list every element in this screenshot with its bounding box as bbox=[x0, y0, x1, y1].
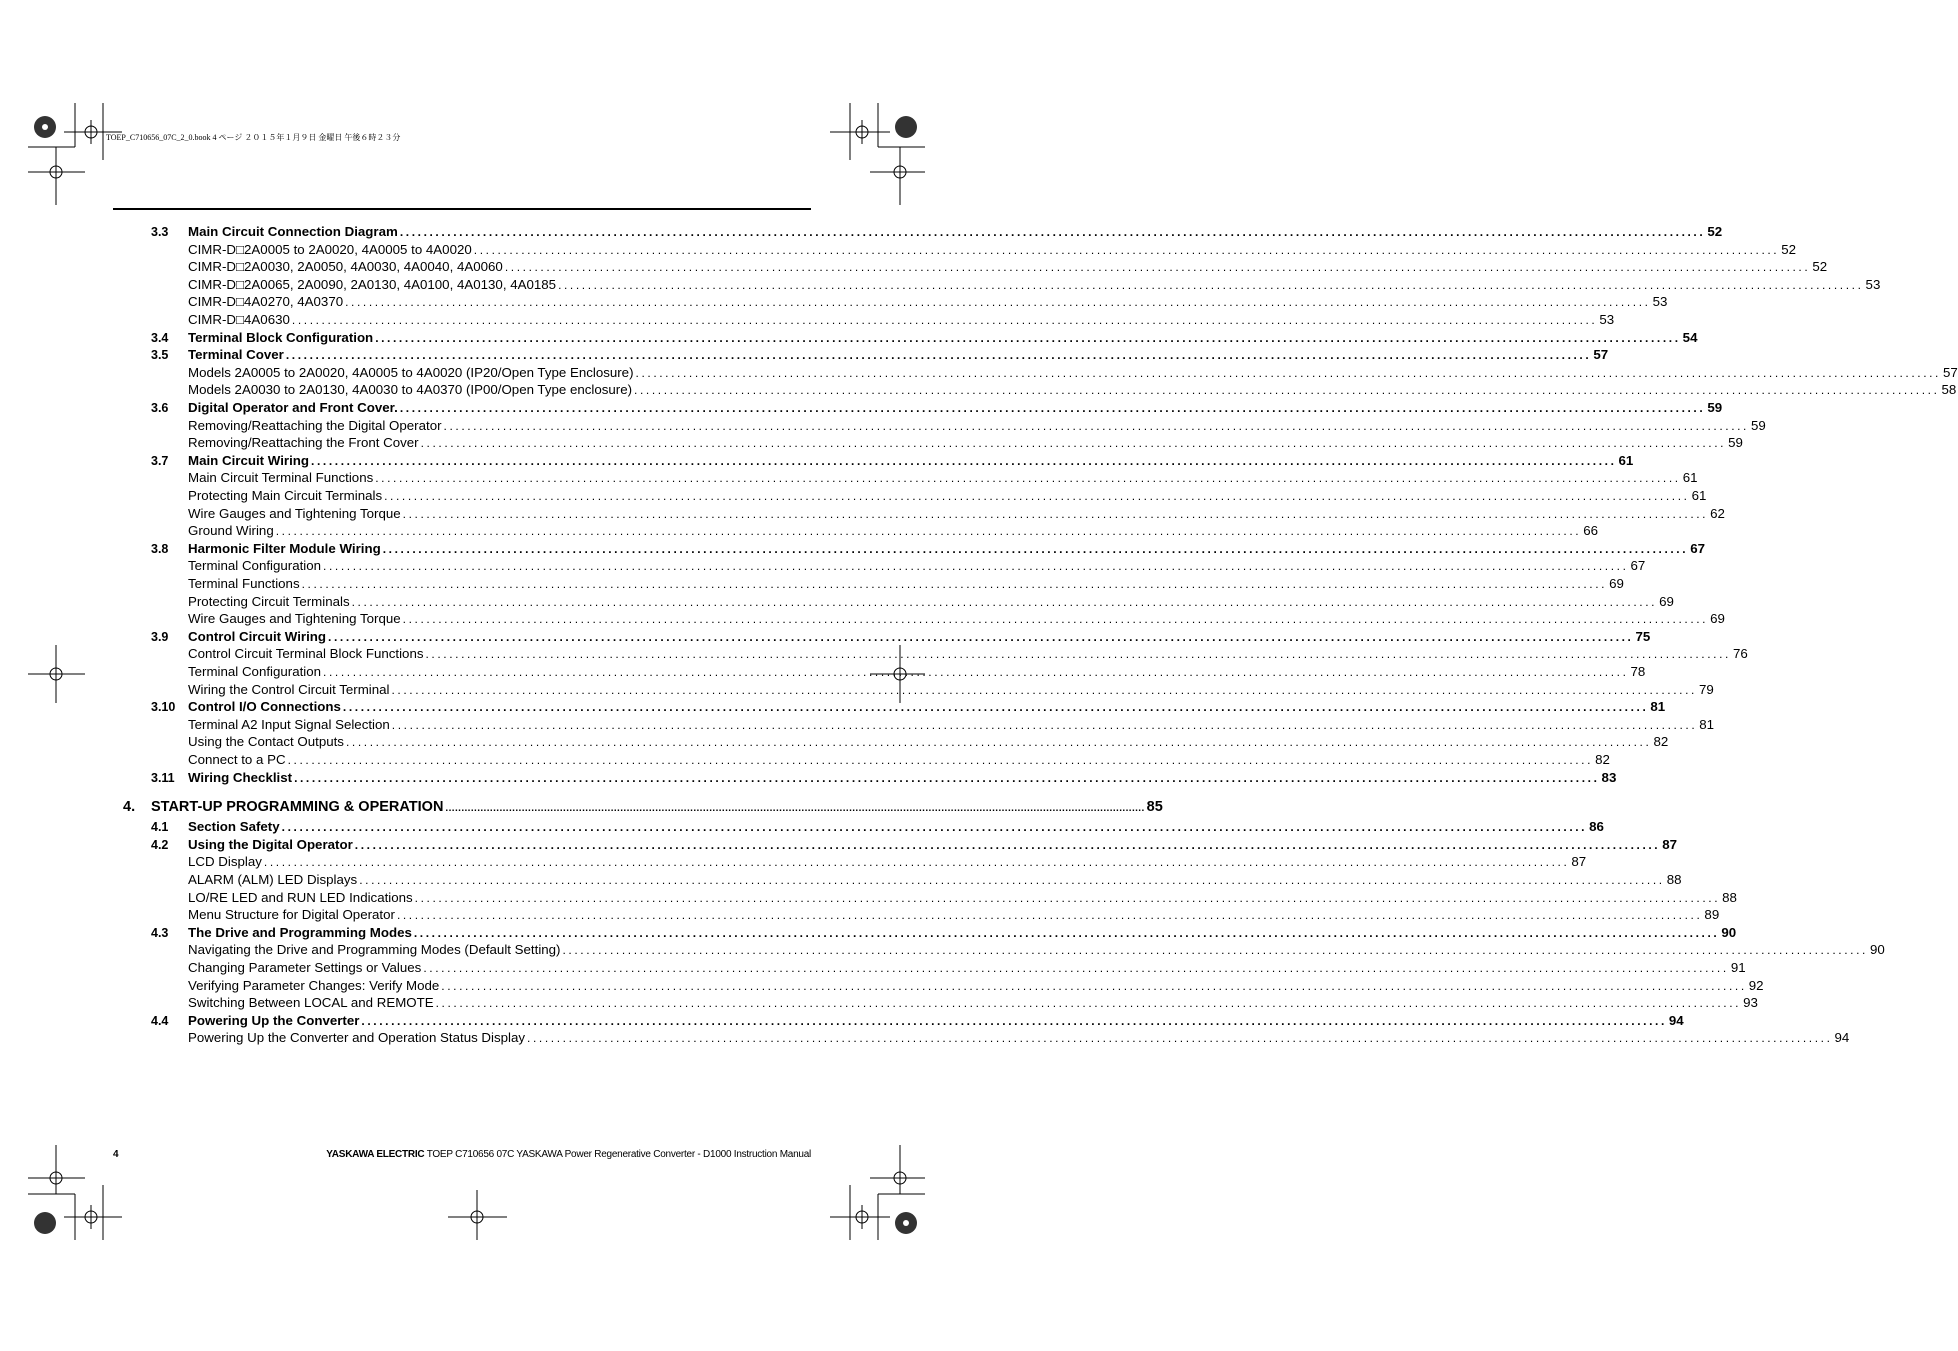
toc-label: Navigating the Drive and Programming Modes (Default Setting) bbox=[188, 942, 561, 958]
toc-entry bbox=[188, 469, 1698, 487]
toc-leader-dots: ............................................................................................................................................................................................................................ bbox=[275, 524, 1582, 539]
toc-page-number: 57 bbox=[1593, 347, 1609, 363]
toc-label: CIMR-D□4A0630 bbox=[188, 312, 290, 327]
toc-leader-dots: ............................................................................................................................................................................................................................ bbox=[301, 577, 1608, 591]
toc-page-number: 83 bbox=[1601, 769, 1617, 785]
toc-label: Terminal Cover bbox=[188, 347, 284, 363]
toc-entry bbox=[188, 751, 1610, 769]
toc-entry bbox=[188, 836, 1678, 854]
toc-label: The Drive and Programming Modes bbox=[188, 924, 412, 940]
toc-label: Connect to a PC bbox=[188, 752, 286, 767]
toc-entry bbox=[188, 645, 1748, 663]
toc-entry bbox=[188, 540, 1705, 558]
toc-entry bbox=[188, 610, 1725, 628]
toc-page-number: 59 bbox=[1707, 400, 1723, 415]
toc-leader-dots: ............................................................................................................................................................................................................................ bbox=[345, 735, 1652, 750]
toc-entry bbox=[188, 716, 1715, 734]
toc-label: Changing Parameter Settings or Values bbox=[188, 960, 422, 975]
toc-leader-dots: ............................................................................................................................................................................................................................ bbox=[435, 996, 1742, 1011]
toc-leader-dots: ............................................................................................................................................................................................................................ bbox=[413, 925, 1720, 940]
toc-page-number: 90 bbox=[1869, 942, 1885, 958]
toc-page-number: 62 bbox=[1710, 505, 1725, 521]
toc-label: Digital Operator and Front Cover. bbox=[188, 400, 398, 415]
toc-page-number: 52 bbox=[1812, 259, 1828, 275]
footer-document-title bbox=[326, 1149, 811, 1160]
toc-number: 4.3 bbox=[151, 925, 169, 940]
toc-number: 3.11 bbox=[151, 770, 175, 785]
toc-entry bbox=[188, 994, 1758, 1012]
toc-leader-dots: ............................................................................................................................................................................................................................ bbox=[328, 629, 1634, 644]
toc-label: Menu Structure for Digital Operator bbox=[188, 907, 395, 923]
toc-entry bbox=[188, 452, 1634, 470]
toc-page-number: 91 bbox=[1730, 960, 1746, 975]
toc-label: Protecting Main Circuit Terminals bbox=[188, 488, 383, 503]
toc-subsection bbox=[0, 311, 1615, 329]
toc-entry bbox=[188, 505, 1725, 523]
toc-page-number: 61 bbox=[1682, 470, 1698, 486]
footer-brand: YASKAWA ELECTRIC bbox=[326, 1149, 425, 1160]
toc-label: Powering Up the Converter and Operation Status Display bbox=[188, 1030, 526, 1046]
toc-label: Removing/Reattaching the Digital Operator bbox=[188, 417, 442, 433]
header-rule bbox=[113, 208, 811, 210]
toc-number: 3.8 bbox=[151, 541, 169, 556]
toc-label: Protecting Circuit Terminals bbox=[188, 593, 350, 609]
toc-page-number: 93 bbox=[1743, 995, 1758, 1011]
toc-leader-dots: ............................................................................................................................................................................................................................ bbox=[399, 401, 1706, 415]
toc-leader-dots: ............................................................................................................................................................................................................................ bbox=[359, 873, 1665, 887]
toc-leader-dots: ............................................................................................................................................................................................................................ bbox=[384, 489, 1690, 503]
toc-label: Wire Gauges and Tightening Torque bbox=[188, 611, 401, 627]
toc-page-number: 92 bbox=[1748, 977, 1764, 993]
toc-leader-dots: ............................................................................................................................................................................................................................ bbox=[402, 612, 1709, 627]
toc-subsection bbox=[0, 716, 1715, 734]
toc-entry bbox=[188, 698, 1666, 716]
toc-subsection bbox=[0, 906, 1720, 924]
toc-leader-dots: ............................................................................................................................................................................................................................ bbox=[375, 330, 1681, 345]
toc-label: Wiring the Control Circuit Terminal bbox=[188, 681, 390, 697]
toc-subsection bbox=[0, 434, 1743, 452]
toc-label: Terminal Configuration bbox=[188, 558, 322, 574]
toc-entry bbox=[188, 241, 1797, 259]
toc-section bbox=[0, 924, 1737, 942]
toc-label: Removing/Reattaching the Front Cover bbox=[188, 435, 419, 451]
toc-leader-dots: ............................................................................................................................................................................................................................ bbox=[402, 506, 1709, 521]
toc-section bbox=[0, 452, 1634, 470]
toc-number: 3.5 bbox=[151, 348, 169, 363]
toc-entry bbox=[188, 853, 1587, 871]
toc-leader-dots: ............................................................................................................................................................................................................................ bbox=[562, 943, 1868, 958]
toc-leader-dots: ............................................................................................................................................................................................................................ bbox=[391, 682, 1697, 697]
toc-number: 4.4 bbox=[151, 1013, 169, 1028]
toc-leader-dots: ............................................................................................................................................................................................................................ bbox=[399, 225, 1706, 239]
toc-page-number: 69 bbox=[1659, 593, 1674, 609]
toc-number: 3.9 bbox=[151, 629, 169, 644]
toc-subsection bbox=[0, 853, 1587, 871]
toc-subsection bbox=[0, 593, 1674, 611]
toc-leader-dots: ............................................................................................................................................................................................................................ bbox=[420, 436, 1727, 451]
toc-label: Wire Gauges and Tightening Torque bbox=[188, 505, 401, 521]
toc-number: 4.2 bbox=[151, 837, 169, 852]
toc-label: Control Circuit Wiring bbox=[188, 628, 327, 644]
toc-entry bbox=[188, 575, 1624, 593]
toc-subsection bbox=[0, 381, 1957, 399]
toc-leader-dots: ............................................................................................................................................................................................................................ bbox=[391, 717, 1698, 732]
toc-page-number: 69 bbox=[1710, 611, 1725, 627]
toc-label: START-UP PROGRAMMING & OPERATION bbox=[151, 799, 444, 816]
toc-label: Wiring Checklist bbox=[188, 769, 293, 785]
toc-section bbox=[0, 1012, 1684, 1030]
toc-page-number: 66 bbox=[1583, 523, 1599, 539]
toc-page-number: 87 bbox=[1571, 854, 1587, 870]
toc-page-number: 89 bbox=[1704, 907, 1720, 923]
toc-page-number: 52 bbox=[1707, 224, 1723, 239]
toc-page-number: 52 bbox=[1781, 241, 1797, 257]
toc-label: Main Circuit Wiring bbox=[188, 452, 310, 468]
toc-label: Using the Digital Operator bbox=[188, 836, 353, 852]
toc-entry bbox=[188, 346, 1609, 364]
toc-leader-dots: ............................................................................................................................................................................................................................ bbox=[263, 855, 1570, 870]
toc-page-number: 67 bbox=[1630, 558, 1646, 574]
toc-page-number: 94 bbox=[1834, 1030, 1850, 1046]
toc-entry bbox=[188, 311, 1615, 329]
toc-page-number: 82 bbox=[1595, 752, 1610, 767]
toc-entry bbox=[188, 1012, 1684, 1030]
toc-label: CIMR-D□2A0005 to 2A0020, 4A0005 to 4A0020 bbox=[188, 241, 472, 257]
toc-leader-dots: ............................................................................................................................................................................................................................ bbox=[423, 961, 1729, 975]
toc-leader-dots: ............................................................................................................................................................................................................................ bbox=[441, 978, 1747, 993]
toc-section bbox=[0, 223, 1723, 241]
toc-subsection bbox=[0, 751, 1610, 769]
toc-entry bbox=[188, 417, 1766, 435]
toc-number: 3.4 bbox=[151, 330, 169, 345]
toc-section bbox=[0, 836, 1678, 854]
toc-page-number: 59 bbox=[1751, 417, 1766, 433]
toc-leader-dots: ............................................................................................................................................................................................................................ bbox=[354, 837, 1661, 852]
toc-leader-dots: ............................................................................................................................................................................................................................ bbox=[414, 890, 1721, 905]
toc-label: Using the Contact Outputs bbox=[188, 734, 344, 750]
toc-leader-dots: ............................................................................................................................................................................................................................ bbox=[287, 753, 1594, 767]
toc-entry bbox=[188, 769, 1617, 787]
toc-leader-dots: ............................................................................................................................................................................................................................ bbox=[361, 1013, 1667, 1028]
toc-page-number: 53 bbox=[1652, 294, 1668, 310]
toc-page-number: 53 bbox=[1599, 312, 1615, 327]
toc-page-number: 79 bbox=[1698, 681, 1714, 697]
toc-page-number: 61 bbox=[1618, 452, 1634, 468]
toc-number: 3.3 bbox=[151, 225, 169, 239]
toc-subsection bbox=[0, 557, 1646, 575]
toc-subsection bbox=[0, 258, 1828, 276]
toc-label: LO/RE LED and RUN LED Indications bbox=[188, 889, 413, 905]
toc-leader-dots: ............................................................................................................................................................................................................................ bbox=[294, 770, 1600, 785]
toc-section bbox=[0, 540, 1705, 558]
toc-label: Switching Between LOCAL and REMOTE bbox=[188, 995, 434, 1011]
toc-entry bbox=[188, 681, 1714, 699]
toc-entry bbox=[188, 1029, 1850, 1047]
toc-entry bbox=[188, 628, 1651, 646]
toc-page-number: 87 bbox=[1662, 836, 1678, 852]
toc-entry bbox=[151, 798, 1163, 818]
toc-section bbox=[0, 329, 1698, 347]
toc-page-number: 82 bbox=[1653, 734, 1669, 750]
toc-label: Verifying Parameter Changes: Verify Mode bbox=[188, 977, 440, 993]
toc-label: Control I/O Connections bbox=[188, 699, 341, 715]
toc-entry bbox=[188, 329, 1698, 347]
toc-subsection bbox=[0, 889, 1737, 907]
toc-entry bbox=[188, 733, 1669, 751]
toc-leader-dots: ............................................................................................................................................................................................................................ bbox=[443, 418, 1749, 433]
toc-entry bbox=[188, 924, 1737, 942]
toc-page-number: 59 bbox=[1728, 435, 1743, 451]
toc-page-number: 76 bbox=[1732, 646, 1748, 662]
toc-entry bbox=[188, 364, 1958, 382]
toc-leader-dots: ............................................................................................................................................................................................................................ bbox=[425, 647, 1731, 662]
toc-page-number: 57 bbox=[1943, 364, 1958, 380]
toc-label: CIMR-D□2A0030, 2A0050, 4A0030, 4A0040, 4A0060 bbox=[188, 259, 503, 275]
toc-entry bbox=[188, 663, 1646, 681]
toc-entry bbox=[188, 223, 1723, 241]
toc-page-number: 54 bbox=[1682, 329, 1698, 345]
toc-leader-dots: ............................................................................................................................................................................................................................ bbox=[323, 665, 1629, 679]
toc-entry bbox=[188, 258, 1828, 276]
toc-subsection bbox=[0, 276, 1881, 294]
print-header: TOEP_C710656_07C_2_0.book 4 ページ ２０１５年１月９日 金曜日 午後６時２３分 bbox=[106, 133, 401, 142]
toc-label: ALARM (ALM) LED Displays bbox=[188, 872, 358, 887]
toc-label: Models 2A0005 to 2A0020, 4A0005 to 4A0020 (IP20/Open Type Enclosure) bbox=[188, 364, 634, 380]
toc-label: Main Circuit Connection Diagram bbox=[188, 224, 398, 239]
toc-number: 4. bbox=[123, 799, 136, 816]
toc-subsection bbox=[0, 994, 1758, 1012]
toc-leader-dots: ............................................................................................................................................................................................................................ bbox=[382, 541, 1689, 556]
toc-leader-dots: ............................................................................................................................................................................................................................ bbox=[375, 471, 1681, 486]
toc-entry bbox=[188, 977, 1764, 995]
toc-label: Control Circuit Terminal Block Functions bbox=[188, 646, 424, 662]
toc-entry bbox=[188, 557, 1646, 575]
toc-page-number: 69 bbox=[1609, 576, 1624, 591]
toc-label: Terminal Configuration bbox=[188, 664, 322, 679]
toc-subsection bbox=[0, 871, 1682, 889]
toc-section bbox=[0, 346, 1609, 364]
toc-label: Models 2A0030 to 2A0130, 4A0030 to 4A0370 (IP00/Open Type enclosure) bbox=[188, 382, 633, 398]
toc-section bbox=[0, 399, 1723, 417]
toc-chapter bbox=[0, 798, 1163, 816]
toc-entry bbox=[188, 522, 1599, 540]
toc-leader-dots: ............................................................................................................................................................................................................................ bbox=[285, 348, 1592, 363]
toc-label: CIMR-D□4A0270, 4A0370 bbox=[188, 294, 344, 310]
toc-page-number: 81 bbox=[1650, 699, 1666, 715]
toc-label: Powering Up the Converter bbox=[188, 1012, 360, 1028]
toc-subsection bbox=[0, 505, 1725, 523]
toc-entry bbox=[188, 293, 1668, 311]
toc-label: Ground Wiring bbox=[188, 523, 274, 539]
toc-entry bbox=[188, 941, 1885, 959]
toc-leader-dots: ............................................................................................................................................................................................................................ bbox=[445, 803, 1145, 815]
toc-leader-dots: ............................................................................................................................................................................................................................ bbox=[291, 313, 1598, 327]
toc-entry bbox=[188, 871, 1682, 889]
toc-entry bbox=[188, 959, 1746, 977]
toc-label: Harmonic Filter Module Wiring bbox=[188, 540, 381, 556]
toc-subsection bbox=[0, 941, 1885, 959]
toc-leader-dots: ............................................................................................................................................................................................................................ bbox=[634, 383, 1940, 398]
toc-label: Main Circuit Terminal Functions bbox=[188, 470, 374, 486]
toc-entry bbox=[188, 381, 1957, 399]
toc-page-number: 94 bbox=[1668, 1012, 1684, 1028]
toc-subsection bbox=[0, 645, 1748, 663]
toc-leader-dots: ............................................................................................................................................................................................................................ bbox=[281, 820, 1588, 835]
toc-entry bbox=[188, 593, 1674, 611]
toc-subsection bbox=[0, 1029, 1850, 1047]
toc-subsection bbox=[0, 733, 1669, 751]
toc-page-number: 86 bbox=[1589, 819, 1604, 835]
toc-label: Terminal A2 Input Signal Selection bbox=[188, 716, 390, 732]
footer-page-number: 4 bbox=[113, 1149, 119, 1160]
toc-subsection bbox=[0, 364, 1958, 382]
toc-leader-dots: ............................................................................................................................................................................................................................ bbox=[351, 594, 1658, 609]
toc-subsection bbox=[0, 681, 1714, 699]
toc-leader-dots: ............................................................................................................................................................................................................................ bbox=[323, 559, 1629, 574]
toc-section bbox=[0, 628, 1651, 646]
toc-entry bbox=[188, 889, 1737, 907]
toc-label: Terminal Block Configuration bbox=[188, 329, 374, 345]
toc-section bbox=[0, 698, 1666, 716]
toc-leader-dots: ............................................................................................................................................................................................................................ bbox=[527, 1031, 1833, 1046]
toc-subsection bbox=[0, 610, 1725, 628]
toc-leader-dots: ............................................................................................................................................................................................................................ bbox=[342, 700, 1649, 715]
toc-page-number: 58 bbox=[1941, 382, 1957, 398]
toc-page-number: 88 bbox=[1722, 889, 1737, 905]
toc-label: Section Safety bbox=[188, 819, 280, 835]
toc-leader-dots: ............................................................................................................................................................................................................................ bbox=[311, 453, 1617, 468]
toc-number: 3.10 bbox=[151, 700, 176, 715]
toc-entry bbox=[188, 906, 1720, 924]
toc-leader-dots: ............................................................................................................................................................................................................................ bbox=[345, 295, 1651, 310]
toc-subsection bbox=[0, 522, 1599, 540]
toc-page-number: 75 bbox=[1635, 628, 1651, 644]
toc-leader-dots: ............................................................................................................................................................................................................................ bbox=[635, 365, 1941, 380]
toc-page-number: 61 bbox=[1691, 488, 1707, 503]
toc-subsection bbox=[0, 977, 1764, 995]
toc-label: Terminal Functions bbox=[188, 576, 300, 591]
toc-number: 3.7 bbox=[151, 453, 169, 468]
toc-leader-dots: ............................................................................................................................................................................................................................ bbox=[473, 242, 1780, 257]
toc-number: 3.6 bbox=[151, 401, 169, 415]
toc-page-number: 81 bbox=[1699, 716, 1715, 732]
toc-subsection bbox=[0, 293, 1668, 311]
toc-leader-dots: ............................................................................................................................................................................................................................ bbox=[558, 277, 1864, 292]
toc-number: 4.1 bbox=[151, 820, 169, 835]
footer-doc: TOEP C710656 07C YASKAWA Power Regenerative Converter - D1000 Instruction Manual bbox=[424, 1149, 811, 1160]
toc-label: LCD Display bbox=[188, 854, 262, 870]
toc-label: CIMR-D□2A0065, 2A0090, 2A0130, 4A0100, 4A0130, 4A0185 bbox=[188, 276, 557, 292]
toc-leader-dots: ............................................................................................................................................................................................................................ bbox=[504, 260, 1811, 275]
toc-entry bbox=[188, 399, 1723, 417]
toc-subsection bbox=[0, 241, 1797, 259]
toc-entry bbox=[188, 276, 1881, 294]
toc-subsection bbox=[0, 663, 1646, 681]
toc-leader-dots: ............................................................................................................................................................................................................................ bbox=[396, 908, 1703, 923]
toc-entry bbox=[188, 487, 1707, 505]
toc-subsection bbox=[0, 469, 1698, 487]
toc-page-number: 88 bbox=[1666, 872, 1682, 887]
toc-page-number: 85 bbox=[1146, 799, 1163, 816]
toc-page-number: 78 bbox=[1630, 664, 1646, 679]
toc-page-number: 53 bbox=[1865, 276, 1881, 292]
toc-subsection bbox=[0, 487, 1707, 505]
toc-page-number: 90 bbox=[1721, 924, 1737, 940]
toc-subsection bbox=[0, 417, 1766, 435]
toc-page-number: 67 bbox=[1690, 540, 1705, 556]
toc-subsection bbox=[0, 575, 1624, 593]
toc-subsection bbox=[0, 959, 1746, 977]
toc-entry bbox=[188, 818, 1604, 836]
toc-section bbox=[0, 818, 1604, 836]
toc-section bbox=[0, 769, 1617, 787]
toc-entry bbox=[188, 434, 1743, 452]
